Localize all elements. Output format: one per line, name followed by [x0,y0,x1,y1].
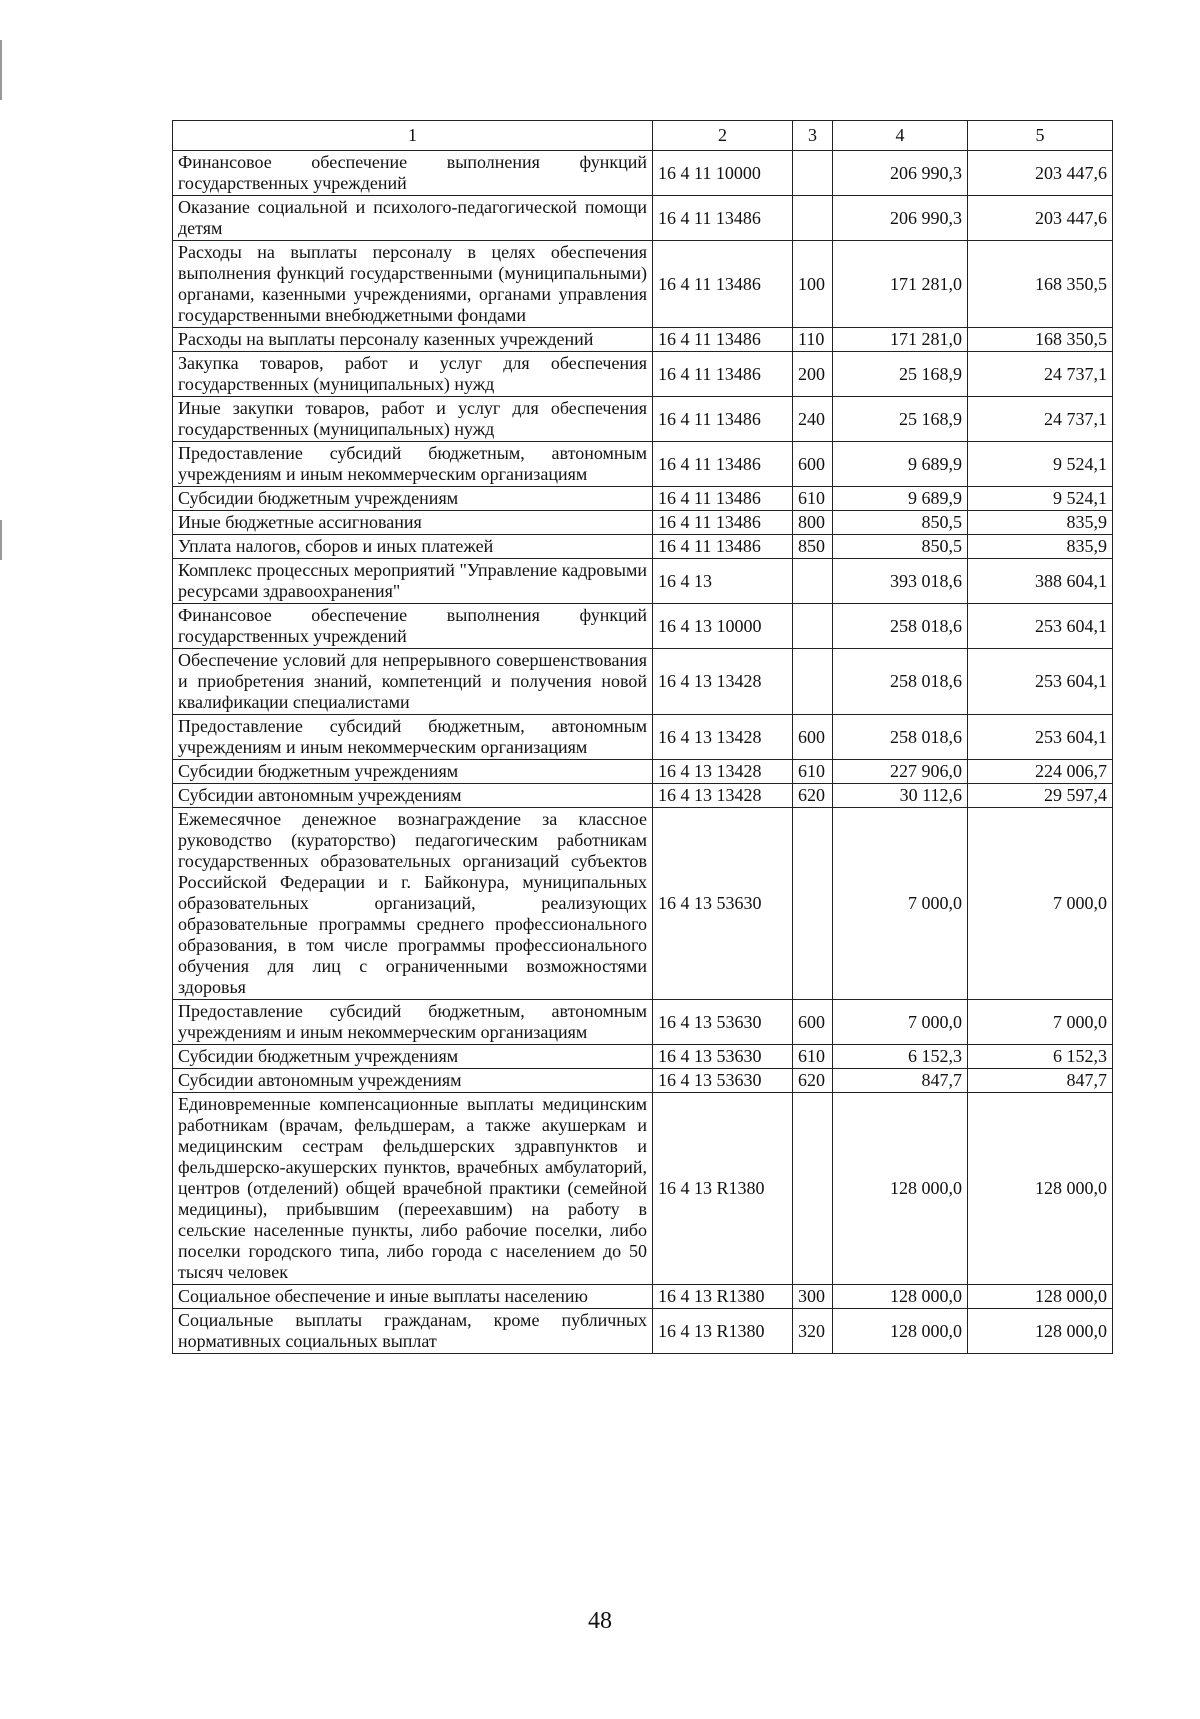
cell-v2026: 9 524,1 [968,487,1113,511]
cell-name: Закупка товаров, работ и услуг для обеспечения государственных (муниципальных) нужд [173,352,653,397]
cell-code: 16 4 11 13486 [653,511,793,535]
cell-name: Предоставление субсидий бюджетным, автономным учреждениям и иным некоммерческим организациям [173,442,653,487]
cell-code: 16 4 11 13486 [653,487,793,511]
table-row [173,151,1113,196]
cell-name: Предоставление субсидий бюджетным, автономным учреждениям и иным некоммерческим организациям [173,715,653,760]
table-row [173,487,1113,511]
cell-code: 16 4 11 13486 [653,442,793,487]
cell-type: 610 [793,1045,833,1069]
cell-name: Расходы на выплаты персоналу в целях обеспечения выполнения функций государственными (муниципальными) органами, казенными учреждениями, органами управления государственными внебюджетными фондами [173,241,653,328]
cell-code: 16 4 11 13486 [653,352,793,397]
cell-v2026: 253 604,1 [968,604,1113,649]
cell-type: 600 [793,715,833,760]
cell-v2026: 388 604,1 [968,559,1113,604]
cell-code: 16 4 13 R1380 [653,1285,793,1309]
cell-code: 16 4 13 [653,559,793,604]
cell-v2026: 29 597,4 [968,784,1113,808]
cell-v2025: 7 000,0 [833,1000,968,1045]
cell-v2025: 25 168,9 [833,397,968,442]
cell-v2026: 253 604,1 [968,649,1113,715]
column-header: 5 [968,121,1113,151]
cell-code: 16 4 13 53630 [653,1000,793,1045]
cell-name: Субсидии бюджетным учреждениям [173,760,653,784]
table-row [173,1093,1113,1285]
cell-type [793,559,833,604]
cell-type [793,604,833,649]
table-body [173,151,1113,1354]
cell-code: 16 4 13 13428 [653,760,793,784]
cell-name: Уплата налогов, сборов и иных платежей [173,535,653,559]
column-header: 2 [653,121,793,151]
table-header-row [173,121,1113,151]
table-row [173,1045,1113,1069]
cell-type: 620 [793,784,833,808]
cell-code: 16 4 13 R1380 [653,1093,793,1285]
cell-v2026: 835,9 [968,511,1113,535]
table-row [173,559,1113,604]
cell-type: 200 [793,352,833,397]
cell-v2025: 9 689,9 [833,487,968,511]
cell-v2025: 171 281,0 [833,241,968,328]
cell-v2026: 168 350,5 [968,328,1113,352]
cell-type: 110 [793,328,833,352]
cell-name: Субсидии бюджетным учреждениям [173,1045,653,1069]
cell-v2025: 206 990,3 [833,196,968,241]
cell-code: 16 4 13 53630 [653,1069,793,1093]
cell-v2026: 24 737,1 [968,397,1113,442]
cell-v2026: 7 000,0 [968,1000,1113,1045]
scan-edge-mark [0,520,2,560]
cell-v2025: 393 018,6 [833,559,968,604]
table-row [173,1069,1113,1093]
cell-name: Финансовое обеспечение выполнения функций государственных учреждений [173,151,653,196]
cell-type: 240 [793,397,833,442]
cell-v2025: 850,5 [833,535,968,559]
cell-v2026: 6 152,3 [968,1045,1113,1069]
table-row [173,241,1113,328]
cell-code: 16 4 11 13486 [653,397,793,442]
cell-v2025: 258 018,6 [833,715,968,760]
cell-v2026: 7 000,0 [968,808,1113,1000]
cell-v2026: 835,9 [968,535,1113,559]
cell-type: 620 [793,1069,833,1093]
table-row [173,442,1113,487]
cell-name: Единовременные компенсационные выплаты медицинским работникам (врачам, фельдшерам, а также акушеркам и медицинским сестрам фельдшерских здравпунктов и фельдшерско-акушерских пунктов, врачебных амбулаторий, центров (отделений) общей врачебной практики (семейной медицины), прибывшим (переехавшим) на работу в сельские населенные пункты, либо рабочие поселки, либо поселки городского типа, либо города с населением до 50 тысяч человек [173,1093,653,1285]
cell-type: 600 [793,1000,833,1045]
cell-name: Иные бюджетные ассигнования [173,511,653,535]
cell-type: 610 [793,487,833,511]
cell-v2025: 7 000,0 [833,808,968,1000]
cell-v2025: 206 990,3 [833,151,968,196]
table-row [173,397,1113,442]
cell-v2026: 24 737,1 [968,352,1113,397]
cell-v2025: 30 112,6 [833,784,968,808]
cell-name: Обеспечение условий для непрерывного совершенствования и приобретения знаний, компетенций и получения новой квалификации специалистами [173,649,653,715]
cell-name: Предоставление субсидий бюджетным, автономным учреждениям и иным некоммерческим организациям [173,1000,653,1045]
cell-v2026: 128 000,0 [968,1285,1113,1309]
cell-type: 850 [793,535,833,559]
cell-type: 600 [793,442,833,487]
cell-v2026: 203 447,6 [968,151,1113,196]
cell-v2026: 203 447,6 [968,196,1113,241]
cell-v2025: 25 168,9 [833,352,968,397]
cell-v2025: 128 000,0 [833,1285,968,1309]
cell-v2025: 227 906,0 [833,760,968,784]
cell-v2026: 128 000,0 [968,1093,1113,1285]
table-row [173,1000,1113,1045]
cell-type: 320 [793,1309,833,1354]
cell-type [793,196,833,241]
cell-code: 16 4 11 13486 [653,241,793,328]
cell-name: Ежемесячное денежное вознаграждение за классное руководство (кураторство) педагогическим работникам государственных образовательных организаций субъектов Российской Федерации и г. Байконура, муниципальных образовательных организаций, реализующих образовательные программы среднего профессионального образования, в том числе программы профессионального обучения для лиц с ограниченными возможностями здоровья [173,808,653,1000]
cell-name: Оказание социальной и психолого-педагогической помощи детям [173,196,653,241]
cell-code: 16 4 11 13486 [653,328,793,352]
table-row [173,328,1113,352]
cell-type: 300 [793,1285,833,1309]
cell-name: Расходы на выплаты персоналу казенных учреждений [173,328,653,352]
cell-v2026: 253 604,1 [968,715,1113,760]
table-row [173,196,1113,241]
cell-name: Финансовое обеспечение выполнения функций государственных учреждений [173,604,653,649]
cell-type [793,649,833,715]
cell-code: 16 4 13 10000 [653,604,793,649]
cell-v2026: 128 000,0 [968,1309,1113,1354]
table-row [173,604,1113,649]
cell-type [793,1093,833,1285]
cell-v2025: 128 000,0 [833,1093,968,1285]
cell-v2026: 224 006,7 [968,760,1113,784]
table-row [173,1309,1113,1354]
cell-type: 610 [793,760,833,784]
cell-type: 800 [793,511,833,535]
scan-edge-mark [0,40,2,100]
cell-v2025: 850,5 [833,511,968,535]
cell-code: 16 4 13 13428 [653,715,793,760]
cell-code: 16 4 11 10000 [653,151,793,196]
cell-name: Социальные выплаты гражданам, кроме публичных нормативных социальных выплат [173,1309,653,1354]
table-row [173,649,1113,715]
cell-v2026: 168 350,5 [968,241,1113,328]
column-header: 3 [793,121,833,151]
table-row [173,352,1113,397]
cell-name: Субсидии автономным учреждениям [173,784,653,808]
cell-code: 16 4 11 13486 [653,535,793,559]
table-row [173,760,1113,784]
column-header: 4 [833,121,968,151]
cell-name: Социальное обеспечение и иные выплаты населению [173,1285,653,1309]
cell-name: Субсидии автономным учреждениям [173,1069,653,1093]
cell-type [793,151,833,196]
cell-code: 16 4 13 13428 [653,649,793,715]
cell-type [793,808,833,1000]
table-row [173,535,1113,559]
cell-name: Субсидии бюджетным учреждениям [173,487,653,511]
cell-code: 16 4 13 53630 [653,808,793,1000]
cell-v2025: 128 000,0 [833,1309,968,1354]
table-row [173,511,1113,535]
cell-code: 16 4 13 53630 [653,1045,793,1069]
cell-v2025: 9 689,9 [833,442,968,487]
cell-name: Комплекс процессных мероприятий "Управление кадровыми ресурсами здравоохранения" [173,559,653,604]
cell-v2025: 171 281,0 [833,328,968,352]
cell-code: 16 4 13 13428 [653,784,793,808]
table-row [173,784,1113,808]
cell-v2025: 6 152,3 [833,1045,968,1069]
cell-name: Иные закупки товаров, работ и услуг для обеспечения государственных (муниципальных) нужд [173,397,653,442]
cell-type: 100 [793,241,833,328]
page-number: 48 [588,1608,612,1634]
cell-v2026: 9 524,1 [968,442,1113,487]
cell-v2026: 847,7 [968,1069,1113,1093]
budget-table [172,120,1113,1354]
table-row [173,808,1113,1000]
column-header: 1 [173,121,653,151]
table-row [173,715,1113,760]
cell-v2025: 258 018,6 [833,649,968,715]
cell-code: 16 4 11 13486 [653,196,793,241]
cell-v2025: 258 018,6 [833,604,968,649]
table-row [173,1285,1113,1309]
cell-v2025: 847,7 [833,1069,968,1093]
cell-code: 16 4 13 R1380 [653,1309,793,1354]
